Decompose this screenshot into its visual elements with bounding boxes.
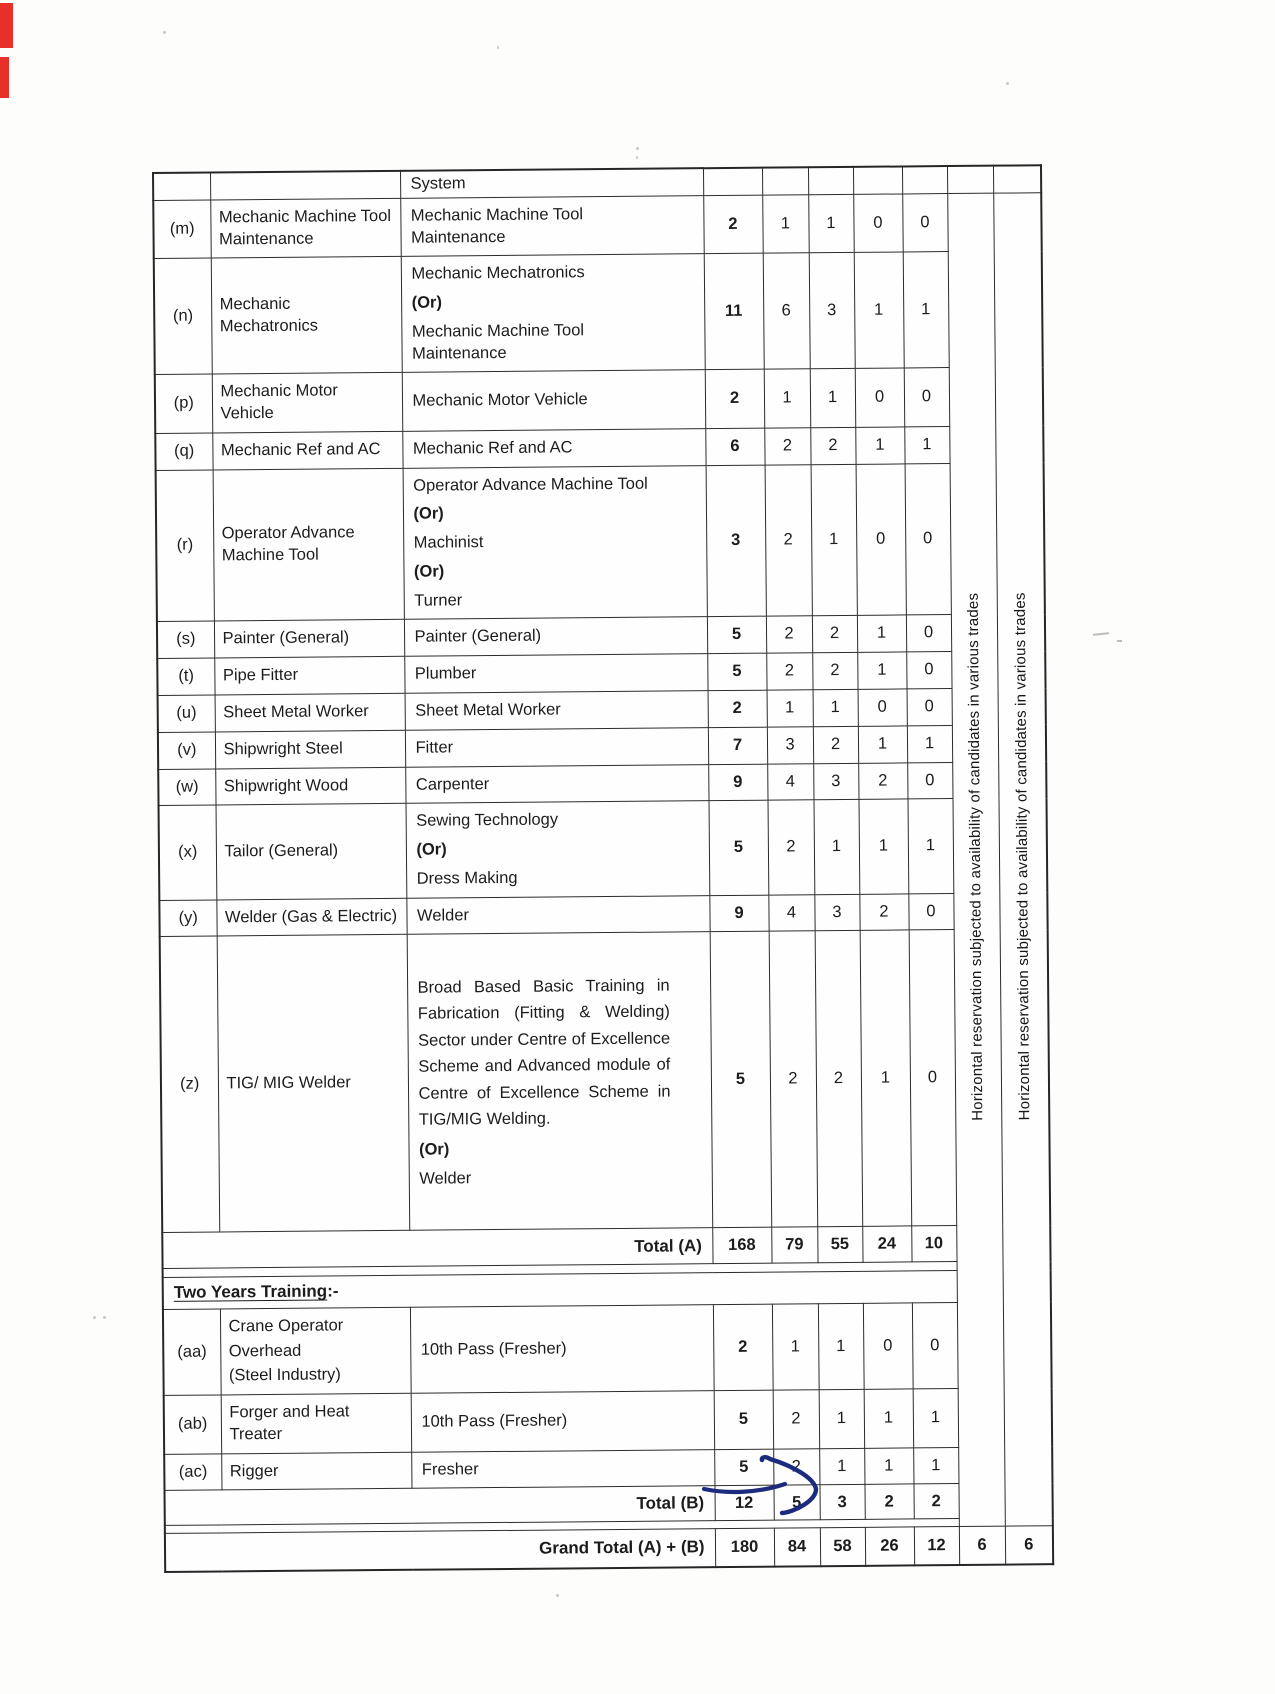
value-cell: 0 bbox=[906, 615, 951, 652]
table-row bbox=[155, 367, 1043, 433]
value-cell: 1 bbox=[859, 799, 909, 894]
value-cell: 1 bbox=[855, 427, 904, 464]
qualification-cell bbox=[410, 1304, 714, 1393]
trade-cell bbox=[221, 1452, 411, 1490]
total-b-row-label: Total (B) bbox=[165, 1486, 715, 1526]
text-line: Sheet Metal Worker bbox=[223, 702, 369, 722]
total-a-row-label: Total (A) bbox=[162, 1228, 712, 1269]
trade-cell bbox=[217, 935, 410, 1233]
value-cell: 3 bbox=[809, 253, 855, 369]
value-cell: 2 bbox=[703, 195, 763, 254]
section-heading-suffix: :- bbox=[327, 1281, 339, 1301]
value-cell: 2 bbox=[812, 653, 857, 690]
value-cell: 1 bbox=[864, 1448, 913, 1485]
text-line: Fresher bbox=[421, 1459, 479, 1479]
value-cell: 2 bbox=[705, 370, 765, 429]
scan-speck bbox=[636, 156, 638, 159]
value-cell: 0 bbox=[905, 463, 951, 615]
scan-speck bbox=[163, 31, 166, 34]
value-cell: 1 bbox=[818, 1303, 864, 1390]
text-line: Turner bbox=[414, 591, 463, 610]
value-cell: 2 bbox=[773, 1448, 819, 1485]
sl-cell: (n) bbox=[154, 258, 212, 375]
reservation-cell bbox=[947, 166, 993, 194]
scan-speck bbox=[636, 147, 639, 150]
trade-cell bbox=[221, 1393, 412, 1453]
qualification-cell bbox=[406, 895, 709, 934]
text-line: Overhead bbox=[228, 1341, 302, 1360]
qualification-cell bbox=[405, 691, 708, 730]
value-cell: 2 bbox=[766, 616, 812, 653]
trade-cell bbox=[216, 804, 407, 900]
value-cell: 0 bbox=[904, 368, 950, 427]
text-line: Dress Making bbox=[416, 868, 518, 888]
value-cell: 1 bbox=[772, 1304, 819, 1391]
value-cell: 26 bbox=[865, 1527, 914, 1565]
reservation-note: Horizontal reservation subjected to availability of candidates in various trades bbox=[1011, 592, 1034, 1121]
text-line: Mechanic Mechatronics bbox=[411, 263, 585, 284]
value-cell: 2 bbox=[768, 800, 815, 895]
value-cell: 2 bbox=[765, 464, 812, 616]
value-cell: 0 bbox=[855, 368, 905, 427]
text-line: 10th Pass (Fresher) bbox=[421, 1411, 568, 1431]
table-row bbox=[163, 1302, 1052, 1396]
value-cell bbox=[703, 168, 762, 196]
value-cell: 6 bbox=[763, 253, 810, 369]
value-cell: 58 bbox=[820, 1528, 865, 1566]
text-line: Welder (Gas & Electric) bbox=[224, 906, 398, 927]
value-cell: 11 bbox=[704, 253, 764, 370]
text-line: (Or) bbox=[418, 1140, 450, 1159]
value-cell bbox=[853, 166, 902, 194]
sl-cell: (u) bbox=[158, 695, 215, 732]
value-cell: 0 bbox=[906, 652, 951, 689]
text-line: Welder bbox=[416, 905, 470, 925]
text-line: Welder bbox=[419, 1169, 472, 1188]
reservation-column-2 bbox=[993, 193, 1053, 1527]
value-cell: 1 bbox=[762, 195, 809, 254]
value-cell: 12 bbox=[714, 1486, 773, 1522]
text-line: Tailor (General) bbox=[224, 841, 339, 861]
value-cell: 2 bbox=[773, 1390, 820, 1449]
text-line: Mechanic Ref and AC bbox=[412, 438, 573, 458]
text-line: Operator Advance Machine Tool bbox=[221, 523, 355, 565]
text-line: Sheet Metal Worker bbox=[415, 700, 561, 720]
text-line: Mechanic Motor Vehicle bbox=[220, 381, 338, 423]
trade-cell bbox=[215, 767, 405, 805]
value-cell: 7 bbox=[708, 727, 767, 764]
trade-cell bbox=[216, 898, 406, 936]
value-cell: 0 bbox=[902, 193, 948, 252]
table-row bbox=[164, 1388, 1052, 1454]
text-line: Pipe Fitter bbox=[222, 665, 299, 685]
text-line: Painter (General) bbox=[222, 628, 350, 648]
value-cell: 5 bbox=[709, 800, 769, 895]
value-cell: 4 bbox=[768, 894, 814, 931]
qualification-cell bbox=[403, 465, 707, 619]
value-cell: 5 bbox=[714, 1449, 773, 1486]
value-cell: 2 bbox=[810, 427, 855, 464]
value-cell: 1 bbox=[858, 726, 907, 763]
value-cell bbox=[902, 166, 947, 194]
value-cell: 1 bbox=[808, 194, 854, 253]
qualification-cell bbox=[407, 932, 713, 1231]
text-line: Mechanic Ref and AC bbox=[220, 439, 381, 460]
value-cell: 5 bbox=[707, 617, 766, 654]
red-ink-mark bbox=[0, 57, 9, 98]
sl-cell: (aa) bbox=[163, 1309, 221, 1396]
value-cell: 1 bbox=[904, 426, 949, 463]
text-line: (Or) bbox=[416, 840, 447, 859]
vacancy-table bbox=[152, 164, 1054, 1573]
value-cell: 9 bbox=[709, 895, 768, 932]
value-cell: 2 bbox=[813, 726, 858, 763]
qualification-cell bbox=[402, 429, 705, 468]
value-cell: 0 bbox=[912, 1302, 958, 1389]
text-line: Carpenter bbox=[415, 774, 490, 794]
value-cell: 2 bbox=[859, 894, 908, 931]
trade-cell bbox=[211, 257, 402, 375]
text-line: Mechanic Machine Tool Maintenance bbox=[411, 321, 585, 363]
trade-cell bbox=[210, 171, 400, 200]
value-cell: 2 bbox=[858, 762, 907, 799]
value-cell: 1 bbox=[860, 930, 912, 1226]
table-row bbox=[153, 193, 1041, 259]
value-cell bbox=[762, 167, 808, 195]
trade-cell bbox=[220, 1307, 411, 1395]
text-line: Mechanic Motor Vehicle bbox=[412, 390, 588, 410]
value-cell: 0 bbox=[909, 930, 957, 1226]
scan-speck bbox=[103, 1316, 106, 1319]
sl-cell: (ab) bbox=[164, 1395, 222, 1454]
reservation-note: Horizontal reservation subjected to availability of candidates in various trades bbox=[964, 592, 987, 1121]
value-cell: 1 bbox=[857, 615, 906, 652]
value-cell: 1 bbox=[810, 369, 856, 428]
value-cell: 9 bbox=[708, 764, 767, 801]
value-cell: 24 bbox=[862, 1226, 911, 1262]
qualification-cell: System bbox=[400, 168, 703, 198]
sl-cell: (s) bbox=[157, 621, 214, 658]
table-row bbox=[154, 251, 1043, 375]
trade-cell bbox=[215, 693, 405, 731]
qualification-cell bbox=[401, 254, 705, 373]
value-cell: 55 bbox=[817, 1227, 862, 1263]
value-cell: 1 bbox=[814, 800, 860, 895]
table-row bbox=[160, 929, 1051, 1233]
qualification-cell bbox=[411, 1391, 714, 1452]
value-cell: 0 bbox=[863, 1303, 913, 1390]
text-line: (Or) bbox=[413, 562, 445, 581]
table-row bbox=[156, 462, 1045, 622]
sl-cell: (m) bbox=[153, 200, 211, 259]
text-line: Painter (General) bbox=[414, 627, 542, 647]
text-line: (Or) bbox=[413, 504, 444, 524]
text-line: Plumber bbox=[414, 664, 477, 683]
text-line: Mechanic Machine Tool Maintenance bbox=[218, 206, 392, 248]
value-cell: 1 bbox=[913, 1447, 958, 1484]
value-cell: 5 bbox=[773, 1485, 819, 1520]
text-line: Rigger bbox=[229, 1461, 279, 1481]
table-row bbox=[159, 798, 1048, 900]
value-cell: 2 bbox=[769, 931, 818, 1227]
sl-cell: (v) bbox=[158, 732, 215, 769]
value-cell: 0 bbox=[853, 194, 903, 253]
text-line: Fitter bbox=[415, 738, 454, 757]
qualification-cell bbox=[406, 801, 710, 898]
value-cell: 1 bbox=[857, 652, 906, 689]
value-cell: 5 bbox=[714, 1390, 774, 1449]
sl-cell: (ac) bbox=[164, 1454, 221, 1491]
sl-cell: (x) bbox=[159, 805, 217, 900]
section-heading: Two Years Training bbox=[173, 1281, 328, 1303]
value-cell: 1 bbox=[811, 464, 857, 616]
trade-cell bbox=[212, 373, 403, 433]
scan-speck bbox=[93, 1316, 96, 1319]
trade-cell bbox=[215, 730, 405, 768]
value-cell: 1 bbox=[913, 1389, 959, 1448]
value-cell: 3 bbox=[819, 1485, 864, 1520]
sl-cell: (p) bbox=[155, 374, 213, 433]
value-cell: 6 bbox=[705, 428, 764, 465]
value-cell: 3 bbox=[767, 727, 813, 764]
value-cell: 12 bbox=[914, 1527, 959, 1565]
grand-total-label: Grand Total (A) + (B) bbox=[165, 1529, 715, 1572]
value-cell: 2 bbox=[812, 616, 857, 653]
value-cell bbox=[808, 167, 853, 195]
value-cell: 2 bbox=[815, 931, 863, 1227]
qualification-cell bbox=[404, 654, 707, 693]
value-cell: 2 bbox=[766, 653, 812, 690]
value-cell: 2 bbox=[913, 1484, 958, 1519]
value-cell: 1 bbox=[864, 1389, 914, 1448]
value-cell: 10 bbox=[911, 1226, 956, 1262]
qualification-cell bbox=[404, 617, 707, 656]
scan-smudge bbox=[1117, 640, 1122, 642]
value-cell: 4 bbox=[767, 763, 813, 800]
text-line: Mechanic Machine Tool Maintenance bbox=[410, 205, 584, 247]
value-cell: 1 bbox=[764, 369, 811, 428]
value-cell: 0 bbox=[908, 893, 953, 930]
red-ink-mark bbox=[0, 3, 13, 48]
qualification-cell bbox=[405, 727, 708, 766]
sl-cell bbox=[153, 172, 210, 200]
trade-cell bbox=[210, 198, 401, 258]
value-cell: 1 bbox=[907, 725, 952, 762]
text-line: (Or) bbox=[411, 293, 442, 312]
text-line: Machinist bbox=[413, 533, 484, 552]
value-cell: 1 bbox=[819, 1448, 864, 1485]
value-cell: 3 bbox=[814, 894, 859, 931]
value-cell: 3 bbox=[706, 465, 766, 617]
value-cell: 0 bbox=[856, 464, 906, 616]
scan-speck bbox=[556, 1594, 559, 1597]
qualification-cell bbox=[402, 370, 705, 431]
value-cell: 5 bbox=[707, 653, 766, 690]
value-cell: 0 bbox=[907, 762, 952, 799]
sl-cell: (z) bbox=[160, 936, 220, 1232]
text-line: Mechanic Mechatronics bbox=[219, 294, 319, 336]
text-line: Shipwright Steel bbox=[223, 739, 343, 759]
value-cell: 1 bbox=[813, 689, 858, 726]
value-cell: 2 bbox=[864, 1484, 913, 1519]
value-cell: 0 bbox=[858, 689, 907, 726]
qualification-cell bbox=[400, 195, 703, 256]
reservation-cell bbox=[993, 165, 1041, 193]
text-line: 10th Pass (Fresher) bbox=[420, 1339, 567, 1359]
value-cell: 2 bbox=[708, 690, 767, 727]
sl-cell: (t) bbox=[157, 658, 214, 695]
trade-cell bbox=[212, 431, 402, 469]
text-line: TIG/ MIG Welder bbox=[226, 1073, 351, 1093]
value-cell: 1 bbox=[903, 252, 949, 368]
value-cell: 0 bbox=[907, 689, 952, 726]
grand-total-row bbox=[165, 1526, 1053, 1572]
text-line: Operator Advance Machine Tool bbox=[413, 474, 648, 495]
scan-speck bbox=[1006, 82, 1009, 85]
value-cell: 2 bbox=[764, 428, 810, 465]
value-cell: 1 bbox=[908, 799, 954, 894]
text-line: Shipwright Wood bbox=[223, 775, 349, 795]
value-cell: 2 bbox=[713, 1304, 773, 1391]
value-cell: 1 bbox=[767, 690, 813, 727]
text-line: Forger and Heat Treater bbox=[229, 1402, 350, 1444]
sl-cell: (w) bbox=[158, 769, 215, 806]
trade-cell bbox=[214, 657, 404, 695]
value-cell: 1 bbox=[819, 1389, 865, 1448]
value-cell: 5 bbox=[710, 932, 772, 1229]
qualification-cell bbox=[411, 1449, 714, 1488]
trade-cell bbox=[213, 468, 404, 621]
trade-cell bbox=[214, 620, 404, 658]
value-cell: 180 bbox=[715, 1529, 774, 1568]
value-cell: 3 bbox=[813, 763, 858, 800]
value-cell: 168 bbox=[712, 1228, 771, 1265]
text-line: Sewing Technology bbox=[416, 810, 559, 831]
handwritten-arrow bbox=[688, 1448, 838, 1528]
text-line: (Steel Industry) bbox=[228, 1365, 341, 1385]
text-line: Broad Based Basic Training in Fabrication (Fitting & Welding) Sector under Centre of Excellence Scheme and Advanced module of Centre of Excellence Scheme in TIG/MIG Welding. bbox=[417, 976, 671, 1129]
value-cell: 1 bbox=[854, 252, 904, 368]
value-cell: 84 bbox=[774, 1528, 820, 1566]
reservation-total-cell: 6 bbox=[1005, 1526, 1053, 1564]
value-cell: 79 bbox=[771, 1227, 817, 1263]
sl-cell: (y) bbox=[159, 900, 216, 937]
reservation-total-cell: 6 bbox=[959, 1527, 1005, 1565]
sl-cell: (q) bbox=[155, 433, 212, 470]
scan-speck bbox=[497, 46, 499, 49]
qualification-cell bbox=[405, 764, 708, 803]
sl-cell: (r) bbox=[156, 470, 214, 622]
text-line: Crane Operator bbox=[228, 1316, 344, 1336]
scan-smudge bbox=[1093, 632, 1109, 636]
